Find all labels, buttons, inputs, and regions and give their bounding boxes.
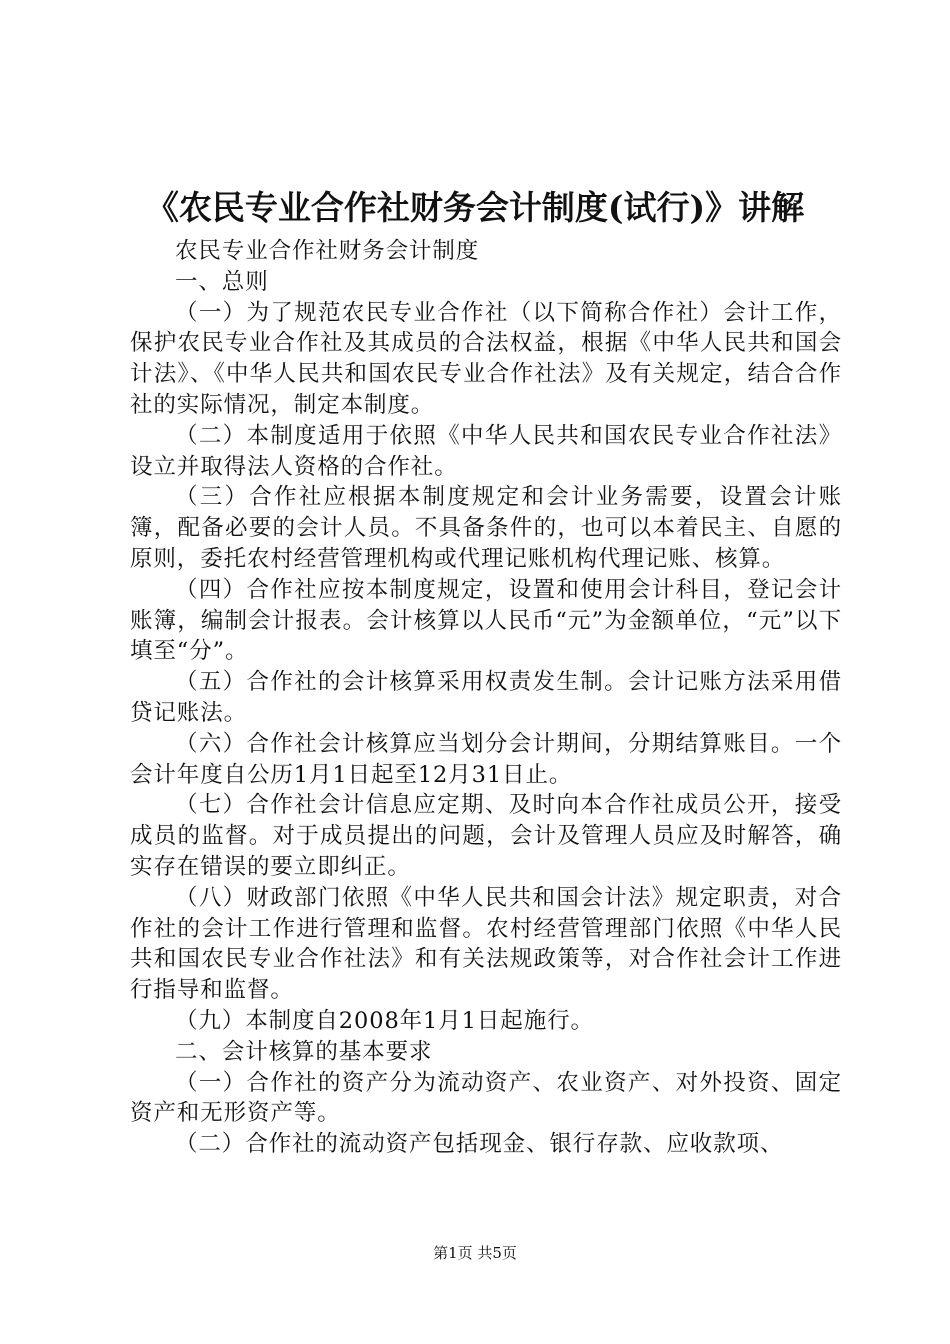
page-footer: 第1页 共5页 bbox=[433, 1244, 517, 1262]
section-heading: 一、总则 bbox=[175, 268, 269, 295]
paragraph: （三）合作社应根据本制度规定和会计业务需要，设置会计账簿，配备必要的会计人员。不具备条件的，也可以本着民主、自愿的原则，委托农村经营管理机构或代理记账机构代理记账、核算。 bbox=[130, 484, 842, 572]
document-title: 《农民专业合作社财务会计制度(试行)》讲解 bbox=[145, 188, 805, 227]
paragraph: （七）合作社会计信息应定期、及时向本合作社成员公开，接受成员的监督。对于成员提出的问题，会计及管理人员应及时解答，确实存在错误的要立即纠正。 bbox=[130, 792, 842, 880]
paragraph: （九）本制度自2008年1月1日起施行。 bbox=[175, 1007, 594, 1034]
paragraph: （五）合作社的会计核算采用权责发生制。会计记账方法采用借贷记账法。 bbox=[130, 669, 842, 726]
paragraph: （一）为了规范农民专业合作社（以下简称合作社）会计工作，保护农民专业合作社及其成员的合法权益，根据《中华人民共和国会计法》、《中华人民共和国农民专业合作社法》及有关规定，结合合作社的实际情况，制定本制度。 bbox=[130, 299, 842, 418]
paragraph: （八）财政部门依照《中华人民共和国会计法》规定职责，对合作社的会计工作进行管理和监督。农村经营管理部门依照《中华人民共和国农民专业合作社法》和有关法规政策等，对合作社会计工作进行指导和监督。 bbox=[130, 884, 842, 1004]
section-heading: 农民专业合作社财务会计制度 bbox=[175, 238, 480, 264]
paragraph: （四）合作社应按本制度规定，设置和使用会计科目，登记会计账簿，编制会计报表。会计核算以人民币“元”为金额单位，“元”以下填至“分”。 bbox=[130, 576, 842, 665]
document-body bbox=[130, 236, 842, 1160]
paragraph: （二）合作社的流动资产包括现金、银行存款、应收款项、 bbox=[175, 1131, 784, 1158]
paragraph: （一）合作社的资产分为流动资产、农业资产、对外投资、固定资产和无形资产等。 bbox=[130, 1069, 842, 1127]
paragraph: （二）本制度适用于依照《中华人民共和国农民专业合作社法》设立并取得法人资格的合作社。 bbox=[130, 422, 842, 480]
section-heading: 二、会计核算的基本要求 bbox=[175, 1038, 433, 1065]
paragraph: （六）合作社会计核算应当划分会计期间，分期结算账目。一个会计年度自公历1月1日起至12月31日止。 bbox=[130, 730, 842, 788]
